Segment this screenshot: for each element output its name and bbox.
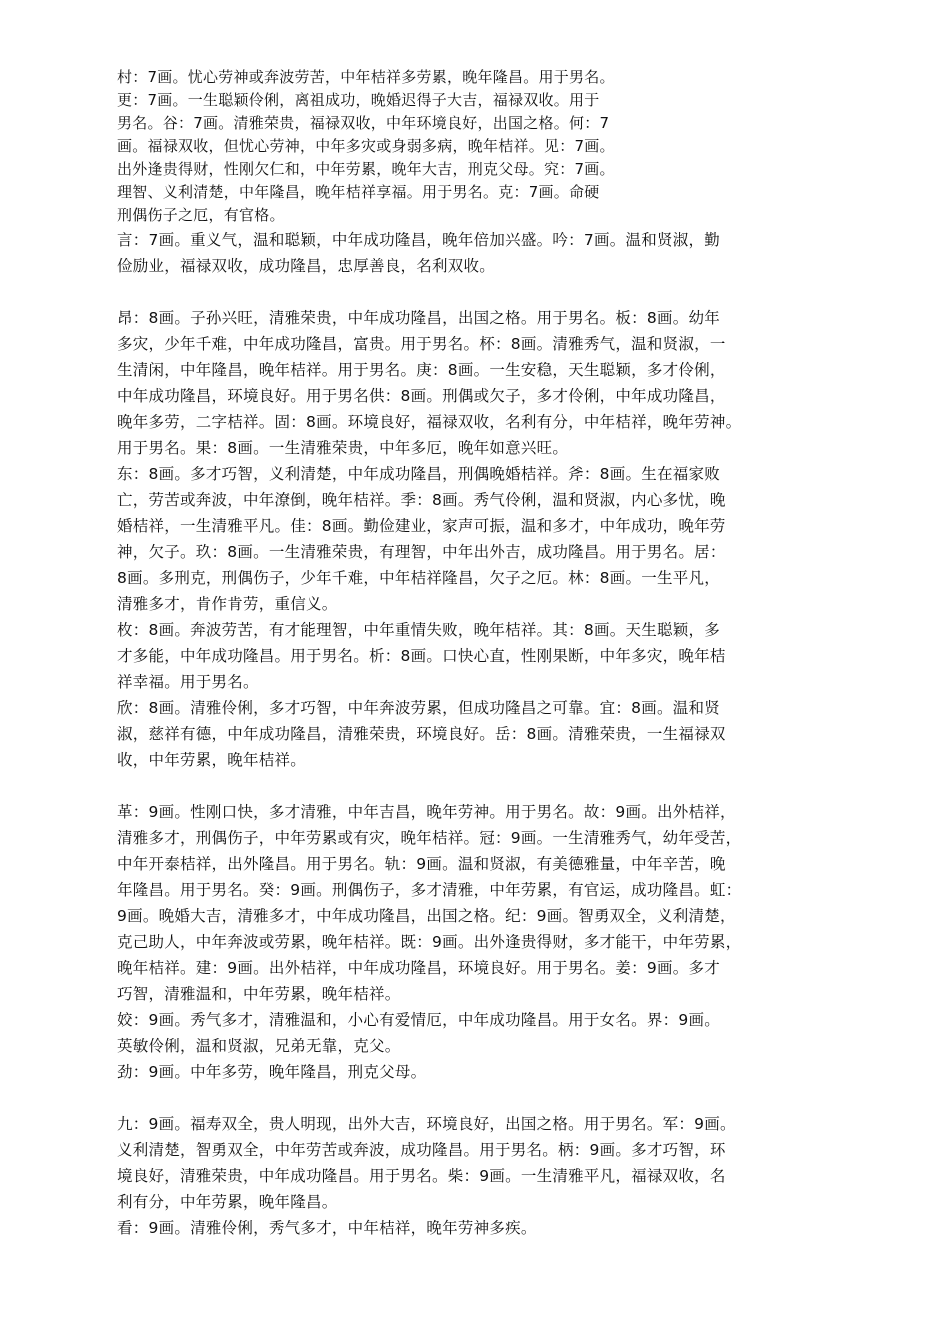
- paragraph-7-strokes-b: [117, 227, 837, 279]
- text-line: 神，欠子。玖：8画。一生清雅荣贵，有理智，中年出外吉，成功隆昌。用于男名。居：: [117, 543, 726, 561]
- text-line: 中年成功隆昌，环境良好。用于男名供：8画。刑偶或欠子，多才伶俐，中年成功隆昌，: [117, 387, 726, 405]
- text-line: 巧智，清雅温和，中年劳累，晚年桔祥。: [117, 985, 401, 1003]
- text-line: 克己助人，中年奔波或劳累，晚年桔祥。既：9画。出外逢贵得财，多才能干，中年劳累，: [117, 933, 742, 951]
- text-line: 晚年多劳，二字桔祥。固：8画。环境良好，福禄双收，名利有分，中年桔祥，晚年劳神。: [117, 413, 742, 431]
- text-line: 晚年桔祥。建：9画。出外桔祥，中年成功隆昌，环境良好。用于男名。姜：9画。多才: [117, 959, 720, 977]
- text-line: 才多能，中年成功隆昌。用于男名。析：8画。口快心直，性刚果断，中年多灾，晚年桔: [117, 647, 726, 665]
- text-line: 言：7画。重义气，温和聪颖，中年成功隆昌，晚年倍加兴盛。吟：7画。温和贤淑，勤: [117, 231, 720, 249]
- text-line: 俭励业，福禄双收，成功隆昌，忠厚善良，名利双收。: [117, 257, 496, 275]
- text-line: 婚桔祥，一生清雅平凡。佳：8画。勤俭建业，家声可振，温和多才，中年成功，晚年劳: [117, 517, 726, 535]
- text-line: 画。福禄双收，但忧心劳神，中年多灾或身弱多病，晚年桔祥。见：7画。: [117, 137, 615, 155]
- paragraph-9-strokes-d: [117, 1111, 837, 1215]
- paragraph-spacer: [117, 279, 837, 305]
- text-line: 英敏伶俐，温和贤淑，兄弟无靠，克父。: [117, 1037, 401, 1055]
- text-line: 利有分，中年劳累，晚年隆昌。: [117, 1193, 338, 1211]
- text-line: 理智、义利清楚，中年隆昌，晚年桔祥享福。用于男名。克：7画。命硬: [117, 183, 600, 201]
- text-line: 清雅多才，刑偶伤子，中年劳累或有灾，晚年桔祥。冠：9画。一生清雅秀气，幼年受苦，: [117, 829, 742, 847]
- text-line: 枚：8画。奔波劳苦，有才能理智，中年重情失败，晚年桔祥。其：8画。天生聪颖，多: [117, 621, 720, 639]
- text-line: 劲：9画。中年多劳，晚年隆昌，刑克父母。: [117, 1063, 427, 1081]
- text-line: 中年开泰桔祥，出外隆昌。用于男名。轨：9画。温和贤淑，有美德雅量，中年辛苦，晚: [117, 855, 726, 873]
- text-line: 祥幸福。用于男名。: [117, 673, 259, 691]
- text-line: 更：7画。一生聪颖伶俐，离祖成功，晚婚迟得子大吉，福禄双收。用于: [117, 91, 600, 109]
- text-line: 8画。多刑克，刑偶伤子，少年千难，中年桔祥隆昌，欠子之厄。林：8画。一生平凡，: [117, 569, 720, 587]
- text-line: 看：9画。清雅伶俐，秀气多才，中年桔祥，晚年劳神多疾。: [117, 1219, 537, 1237]
- paragraph-7-strokes-a: [117, 66, 837, 227]
- text-line: 刑偶伤子之厄，有官格。: [117, 206, 285, 224]
- paragraph-spacer: [117, 1085, 837, 1111]
- paragraph-8-strokes-c: [117, 617, 837, 695]
- text-line: 年隆昌。用于男名。癸：9画。刑偶伤子，多才清雅，中年劳累，有官运，成功隆昌。虹：: [117, 881, 742, 899]
- paragraph-9-strokes-b: [117, 1007, 837, 1059]
- paragraph-spacer: [117, 773, 837, 799]
- paragraph-8-strokes-a: [117, 305, 837, 461]
- text-line: 境良好，清雅荣贵，中年成功隆昌。用于男名。柴：9画。一生清雅平凡，福禄双收，名: [117, 1167, 726, 1185]
- paragraph-9-strokes-e: [117, 1215, 837, 1241]
- text-line: 欣：8画。清雅伶俐，多才巧智，中年奔波劳累，但成功隆昌之可靠。宜：8画。温和贤: [117, 699, 720, 717]
- text-line: 出外逢贵得财，性刚欠仁和，中年劳累，晚年大吉，刑克父母。究：7画。: [117, 160, 615, 178]
- paragraph-9-strokes-a: [117, 799, 837, 1007]
- text-line: 清雅多才，肯作肯劳，重信义。: [117, 595, 338, 613]
- text-line: 淑，慈祥有德，中年成功隆昌，清雅荣贵，环境良好。岳：8画。清雅荣贵，一生福禄双: [117, 725, 726, 743]
- text-line: 昂：8画。子孙兴旺，清雅荣贵，中年成功隆昌，出国之格。用于男名。板：8画。幼年: [117, 309, 720, 327]
- text-line: 九：9画。福寿双全，贵人明现，出外大吉，环境良好，出国之格。用于男名。军：9画。: [117, 1115, 736, 1133]
- text-line: 村：7画。忧心劳神或奔波劳苦，中年桔祥多劳累，晚年隆昌。用于男名。: [117, 68, 615, 86]
- text-line: 收，中年劳累，晚年桔祥。: [117, 751, 307, 769]
- paragraph-8-strokes-d: [117, 695, 837, 773]
- text-line: 革：9画。性刚口快，多才清雅，中年吉昌，晚年劳神。用于男名。故：9画。出外桔祥，: [117, 803, 736, 821]
- text-line: 亡，劳苦或奔波，中年潦倒，晚年桔祥。季：8画。秀气伶俐，温和贤淑，内心多忧，晚: [117, 491, 726, 509]
- text-line: 用于男名。果：8画。一生清雅荣贵，中年多厄，晚年如意兴旺。: [117, 439, 569, 457]
- paragraph-9-strokes-c: [117, 1059, 837, 1085]
- text-line: 多灾，少年千难，中年成功隆昌，富贵。用于男名。杯：8画。清雅秀气，温和贤淑，一: [117, 335, 726, 353]
- paragraph-8-strokes-b: [117, 461, 837, 617]
- text-line: 义利清楚，智勇双全，中年劳苦或奔波，成功隆昌。用于男名。柄：9画。多才巧智，环: [117, 1141, 726, 1159]
- text-line: 姣：9画。秀气多才，清雅温和，小心有爱情厄，中年成功隆昌。用于女名。界：9画。: [117, 1011, 720, 1029]
- text-line: 男名。谷：7画。清雅荣贵，福禄双收，中年环境良好，出国之格。何：7: [117, 114, 610, 132]
- document-page: [117, 66, 837, 1241]
- text-line: 东：8画。多才巧智，义利清楚，中年成功隆昌，刑偶晚婚桔祥。斧：8画。生在福家败: [117, 465, 720, 483]
- text-line: 生清闲，中年隆昌，晚年桔祥。用于男名。庚：8画。一生安稳，天生聪颖，多才伶俐，: [117, 361, 726, 379]
- text-line: 9画。晚婚大吉，清雅多才，中年成功隆昌，出国之格。纪：9画。智勇双全，义利清楚，: [117, 907, 736, 925]
